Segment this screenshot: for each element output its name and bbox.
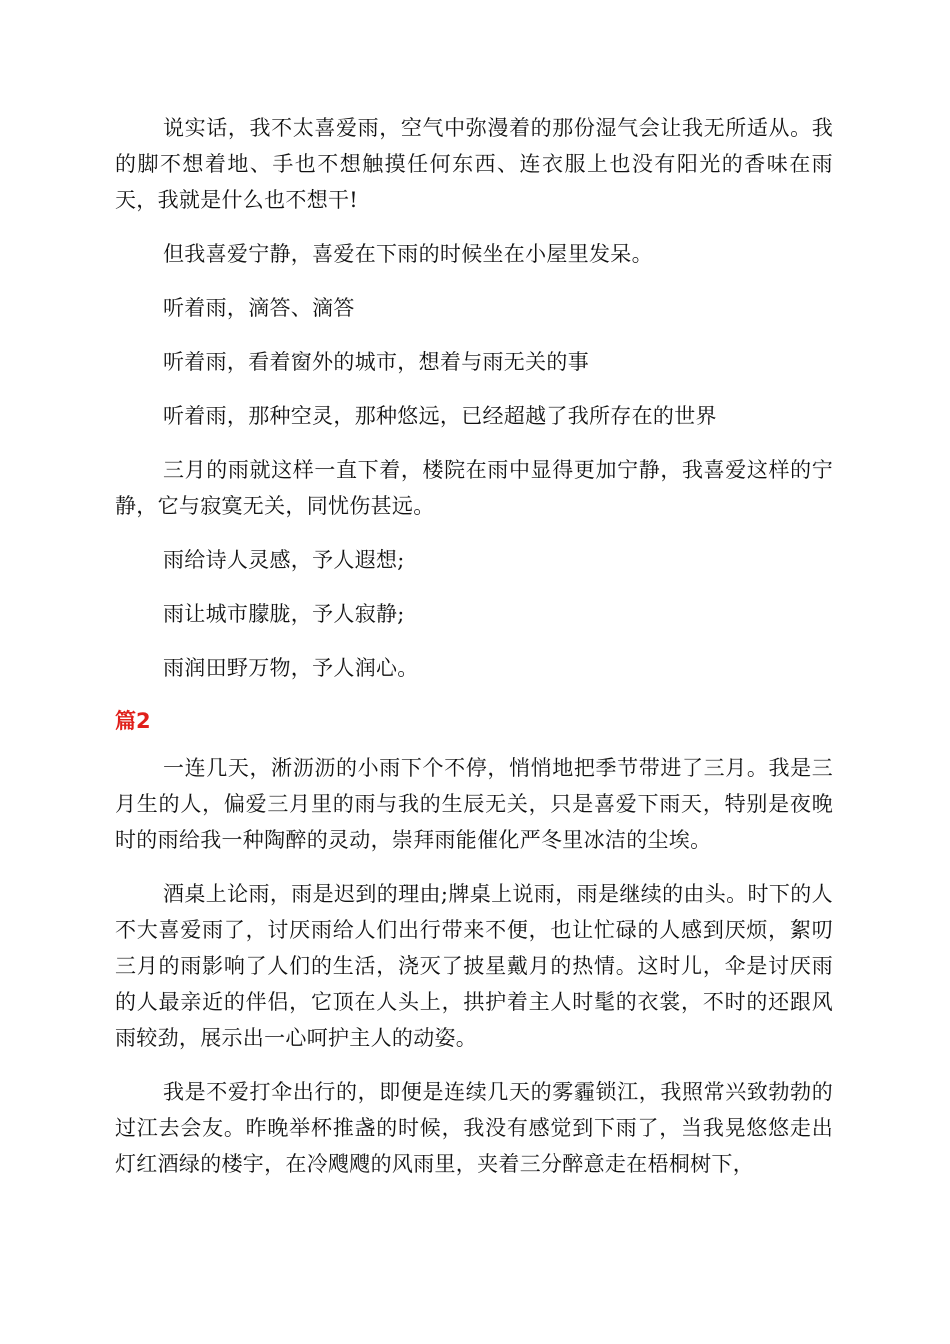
paragraph: 听着雨，滴答、滴答 <box>163 296 355 320</box>
paragraph: 雨给诗人灵感，予人遐想; <box>163 548 405 572</box>
paragraph: 但我喜爱宁静，喜爱在下雨的时候坐在小屋里发呆。 <box>163 242 653 266</box>
paragraph: 我是不爱打伞出行的，即便是连续几天的雾霾锁江，我照常兴致勃勃的过江去会友。昨晚举杯推盏的时候，我没有感觉到下雨了，当我晃悠悠走出灯红酒绿的楼宇，在冷飕飕的风雨里，夹着三分醉意走在梧桐树下， <box>115 1080 833 1176</box>
paragraph: 酒桌上论雨，雨是迟到的理由;牌桌上说雨，雨是继续的由头。时下的人不大喜爱雨了，讨厌雨给人们出行带来不便，也让忙碌的人感到厌烦，絮叨三月的雨影响了人们的生活，浇灭了披星戴月的热情。这时儿，伞是讨厌雨的人最亲近的伴侣，它顶在人头上，拱护着主人时髦的衣裳，不时的还跟风雨较劲，展示出一心呵护主人的动姿。 <box>115 882 833 1050</box>
paragraph: 一连几天，淅沥沥的小雨下个不停，悄悄地把季节带进了三月。我是三月生的人，偏爱三月里的雨与我的生辰无关，只是喜爱下雨天，特别是夜晚时的雨给我一种陶醉的灵动，崇拜雨能催化严冬里冰洁的尘埃。 <box>115 756 833 852</box>
document-body <box>115 110 833 1200</box>
paragraph: 听着雨，看着窗外的城市，想着与雨无关的事 <box>163 350 589 374</box>
paragraph: 雨润田野万物，予人润心。 <box>163 656 419 680</box>
paragraph: 三月的雨就这样一直下着，楼院在雨中显得更加宁静，我喜爱这样的宁静，它与寂寞无关，同忧伤甚远。 <box>115 458 833 518</box>
paragraph: 雨让城市朦胧，予人寂静; <box>163 602 405 626</box>
section-heading: 篇2 <box>115 709 151 733</box>
paragraph: 说实话，我不太喜爱雨，空气中弥漫着的那份湿气会让我无所适从。我的脚不想着地、手也不想触摸任何东西、连衣服上也没有阳光的香味在雨天，我就是什么也不想干! <box>115 116 833 212</box>
paragraph: 听着雨，那种空灵，那种悠远，已经超越了我所存在的世界 <box>163 404 717 428</box>
